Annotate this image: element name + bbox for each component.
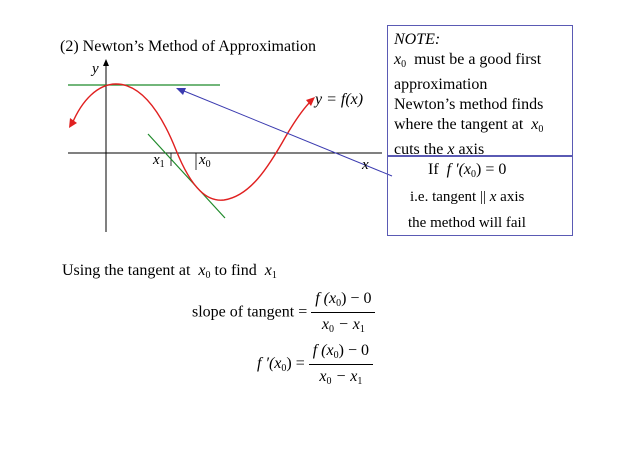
page-title: (2) Newton’s Method of Approximation xyxy=(60,38,316,55)
note-box xyxy=(387,25,573,156)
curve-f xyxy=(72,84,311,200)
note-title: NOTE: xyxy=(394,31,441,48)
note-line-4: where the tangent at $x_0$ xyxy=(394,116,544,135)
using-tangent-text: Using the tangent at $x_0$ to find $x_1$ xyxy=(62,262,277,281)
slope-fraction: $\frac{f (x_0) - 0}{x_0 - x_1}$ xyxy=(311,290,375,335)
y-axis-label: y xyxy=(92,61,99,77)
note-line-5: cuts the x axis xyxy=(394,141,485,158)
x-axis-label: x xyxy=(362,157,369,173)
note-line-2: approximation xyxy=(394,76,488,93)
note-line-3: Newton’s method finds xyxy=(394,96,544,113)
condition-ie: i.e. tangent || x axis xyxy=(410,189,525,205)
curve-left-arrowhead xyxy=(69,118,77,128)
tangent-at-x0 xyxy=(148,134,225,218)
condition-box xyxy=(387,156,573,236)
note-line-1: $x_0$ must be a good first xyxy=(394,51,542,70)
slope-equation: slope of tangent = $\frac{f (x_0) - 0}{x_0 - x_1}$ xyxy=(192,290,375,335)
curve-label: y = f(x) xyxy=(315,91,364,108)
pointer-arrowhead xyxy=(176,88,186,95)
x0-label: $x_0$ xyxy=(199,152,211,170)
derivative-equation: f $'(x_0)$ = $\frac{f (x_0) - 0}{x_0 - x_1}$ xyxy=(257,342,373,387)
y-axis-arrowhead xyxy=(103,59,109,66)
x1-label: $x_1$ xyxy=(153,152,165,170)
condition-fail: the method will fail xyxy=(408,215,526,231)
derivative-fraction: $\frac{f (x_0) - 0}{x_0 - x_1}$ xyxy=(309,342,373,387)
condition-expression: If f $'(x_0) = 0$ xyxy=(428,161,507,180)
